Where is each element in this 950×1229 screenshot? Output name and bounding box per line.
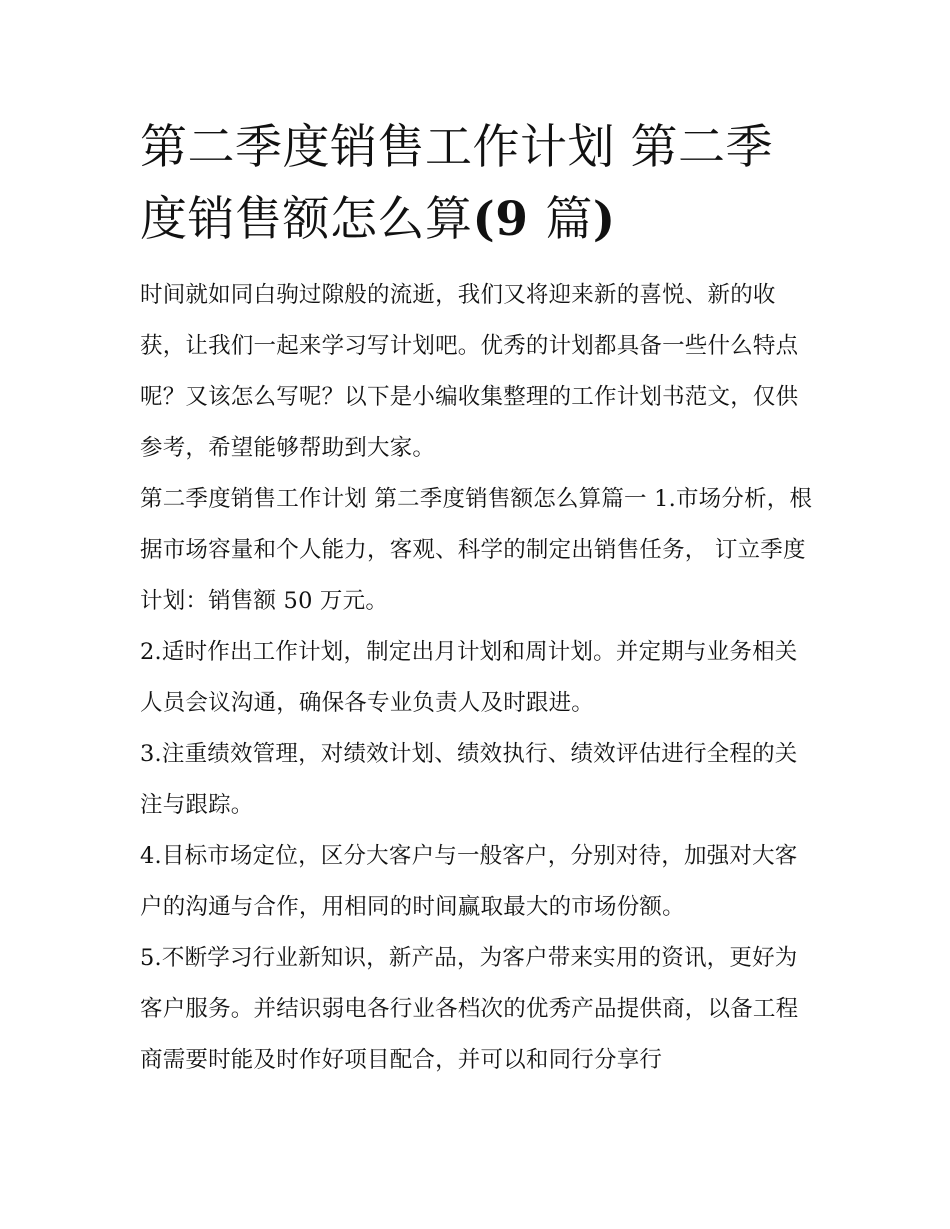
list-item-4: 4.目标市场定位，区分大客户与一般客户，分别对待，加强对大客户的沟通与合作，用相同的时间赢取最大的市场份额。: [140, 843, 798, 920]
list-item-5: 5.不断学习行业新知识，新产品，为客户带来实用的资讯，更好为客户服务。并结识弱电各行业各档次的优秀产品提供商，以备工程商需要时能及时作好项目配合，并可以和同行分享行: [140, 945, 799, 1073]
title-text: 第二季度销售工作计划 第二季度销售额怎么算: [140, 120, 773, 247]
intro-paragraph: 时间就如同白驹过隙般的流逝，我们又将迎来新的喜悦、新的收获，让我们一起来学习写计划吧。优秀的计划都具备一些什么特点呢？又该怎么写呢？以下是小编收集整理的工作计划书范文，仅供参考，希望能够帮助到大家。: [140, 282, 799, 461]
document-page: [140, 112, 814, 1086]
list-item-3: 3.注重绩效管理，对绩效计划、绩效执行、绩效评估进行全程的关注与跟踪。: [140, 741, 798, 818]
list-item-2: 2.适时作出工作计划，制定出月计划和周计划。并定期与业务相关人员会议沟通，确保各专业负责人及时跟进。: [140, 639, 798, 716]
section-one-paragraph: 第二季度销售工作计划 第二季度销售额怎么算篇一 1.市场分析，根据市场容量和个人能力，客观、科学的制定出销售任务， 订立季度计划：销售额 50 万元。: [140, 486, 813, 614]
title-count-close: ): [592, 192, 616, 247]
title-count-unit: 篇: [545, 192, 593, 247]
document-title: [140, 112, 814, 256]
title-count-open: (9: [472, 192, 546, 247]
